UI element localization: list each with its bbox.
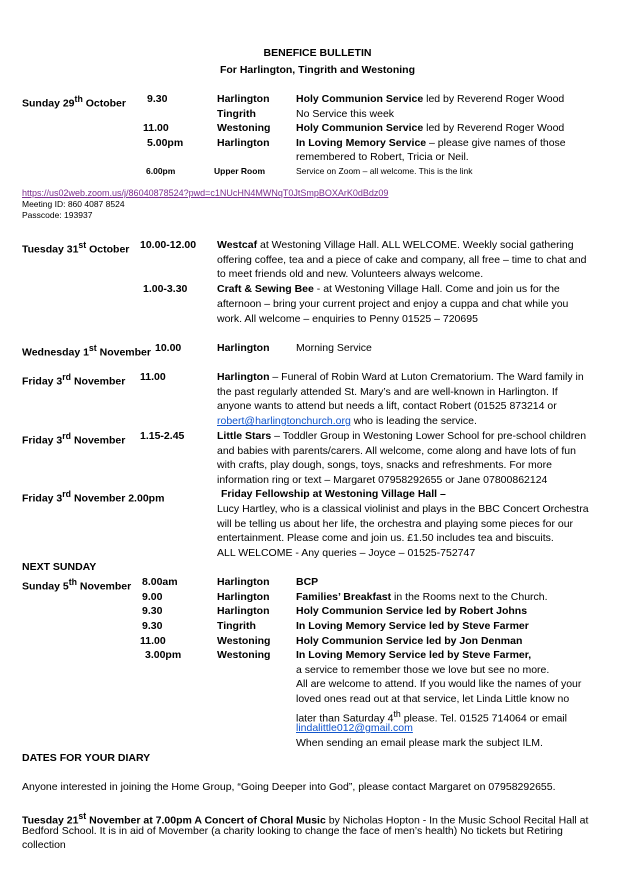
friday3a-date: Friday 3rd November — [22, 372, 126, 388]
ilm-line-2: All are welcome to attend. If you would like the names of your — [296, 678, 582, 690]
ilm-line-1: a service to remember those we love but see no more. — [296, 664, 550, 676]
westcaf-line-1: Westcaf at Westoning Village Hall. ALL WELCOME. Weekly social gathering — [217, 239, 574, 251]
sunday29-place-1: Harlington — [217, 93, 270, 105]
meeting-id: Meeting ID: 860 4087 8524 — [22, 199, 125, 209]
littlestars-line-1: Little Stars – Toddler Group in Westoning Lower School for pre-school children — [217, 430, 587, 442]
next-sunday-heading: NEXT SUNDAY — [22, 561, 97, 573]
sunday5-time-2: 9.00 — [142, 591, 163, 603]
bulletin-subtitle: For Harlington, Tingrith and Westoning — [219, 64, 415, 76]
bulletin-title: BENEFICE BULLETIN — [263, 47, 372, 59]
friday3b-time: 1.15-2.45 — [140, 430, 185, 442]
concert-line-3: collection — [22, 839, 66, 851]
sunday29-date: Sunday 29th October — [22, 94, 126, 110]
wednesday1-date: Wednesday 1st November — [22, 343, 151, 359]
sunday5-place-5: Westoning — [217, 635, 271, 647]
tuesday31-date: Tuesday 31st October — [22, 240, 130, 256]
sunday29-desc-4: In Loving Memory Service – please give names of those — [296, 137, 566, 149]
sunday5-place-2: Harlington — [217, 591, 270, 603]
zoom-link[interactable]: https://us02web.zoom.us/j/86040878524?pwd=c1NUcHN4MWNqT0JtSmpBOXArK0dBdz09 — [22, 188, 389, 198]
sunday5-time-3: 9.30 — [142, 605, 163, 617]
sunday29-place-6: Upper Room — [214, 166, 265, 176]
sunday5-time-4: 9.30 — [142, 620, 163, 632]
westcaf-line-3: to meet friends old and new. Volunteers always welcome. — [217, 268, 484, 280]
sunday29-desc-1: Holy Communion Service led by Reverend Roger Wood — [296, 93, 565, 105]
fellowship-line-2: will be telling us about her life, the orchestra and playing some pieces for our — [217, 518, 574, 530]
sunday29-place-2: Tingrith — [217, 108, 256, 120]
ilm-line-4: later than Saturday 4th please. Tel. 01525 714064 or email — [296, 709, 567, 725]
littlestars-line-2: and babies with parents/carers. All welcome, come along and have lots of fun — [217, 445, 576, 457]
sunday29-time-1: 9.30 — [147, 93, 168, 105]
craft-line-2: afternoon – bring your current project and enjoy a cuppa and chat while you — [217, 298, 569, 310]
sunday5-time-5: 11.00 — [140, 635, 166, 647]
funeral-line-3: anyone wants to attend but needs a lift, contact Robert (01525 873214 or — [217, 400, 557, 412]
sunday5-date: Sunday 5th November — [22, 577, 132, 593]
sunday5-desc-1: BCP — [296, 576, 319, 588]
concert-line-2: Bedford School. It is in aid of Movember (a charity looking to change the face of men’s health) No tickets but Retiring — [22, 825, 563, 837]
tuesday31-time-2: 1.00-3.30 — [143, 283, 188, 295]
craft-line-1: Craft & Sewing Bee - at Westoning Village Hall. Come and join us for the — [217, 283, 560, 295]
sunday5-time-6: 3.00pm — [145, 649, 182, 661]
diary-heading: DATES FOR YOUR DIARY — [22, 752, 151, 764]
sunday29-desc-3: Holy Communion Service led by Reverend Roger Wood — [296, 122, 565, 134]
wednesday1-time: 10.00 — [155, 342, 182, 354]
friday3c-date: Friday 3rd November 2.00pm — [22, 489, 165, 505]
sunday29-time-3: 11.00 — [143, 122, 169, 134]
linda-email-link[interactable]: lindalittle012@gmail.com — [296, 722, 413, 734]
concert-line-1: Tuesday 21st November at 7.00pm A Concert of Choral Music by Nicholas Hopton - In the Music School Recital Hall at — [22, 811, 589, 827]
sunday5-desc-2: Families’ Breakfast in the Rooms next to the Church. — [296, 591, 548, 603]
craft-line-3: work. All welcome – enquiries to Penny 01525 – 720695 — [217, 313, 478, 325]
wednesday1-desc: Morning Service — [296, 342, 372, 354]
sunday5-desc-6: In Loving Memory Service led by Steve Farmer, — [296, 649, 532, 661]
funeral-line-2: the past regularly attended St. Mary’s and are well-known in Harlington. If — [217, 386, 558, 398]
sunday29-time-4: 5.00pm — [147, 137, 184, 149]
littlestars-line-4: information ring or text – Margaret 07958292655 or Jane 07800862124 — [217, 474, 548, 486]
sunday29-desc-2: No Service this week — [296, 108, 395, 120]
westcaf-line-2: offering coffee, tea and a piece of cake and company, all free – time to chat and — [217, 254, 587, 266]
home-group-text: Anyone interested in joining the Home Group, “Going Deeper into God”, please contact Margaret on 07958292655. — [22, 781, 556, 793]
funeral-email-link[interactable]: robert@harlingtonchurch.org — [217, 415, 351, 427]
sunday5-desc-5: Holy Communion Service led by Jon Denman — [296, 635, 523, 647]
tuesday31-time-1: 10.00-12.00 — [140, 239, 197, 251]
fellowship-line-4: ALL WELCOME - Any queries – Joyce – 01525-752747 — [217, 547, 476, 559]
sunday29-desc-6: Service on Zoom – all welcome. This is the link — [296, 166, 473, 176]
sunday5-place-3: Harlington — [217, 605, 270, 617]
sunday5-place-6: Westoning — [217, 649, 271, 661]
littlestars-line-3: with crafts, play dough, songs, toys, snacks and refreshments. For more — [217, 459, 552, 471]
sunday29-time-6: 6.00pm — [146, 166, 176, 176]
fellowship-line-3: entertainment. Please come and join us. £1.50 includes tea and biscuits. — [217, 532, 554, 544]
friday3a-time: 11.00 — [140, 371, 166, 383]
wednesday1-place: Harlington — [217, 342, 270, 354]
ilm-line-3: loved ones read out at that service, let Linda Little know no — [296, 693, 570, 705]
fellowship-title: Friday Fellowship at Westoning Village Hall – — [221, 488, 446, 500]
sunday5-time-1: 8.00am — [142, 576, 178, 588]
sunday5-desc-3: Holy Communion Service led by Robert Johns — [296, 605, 528, 617]
sunday29-place-3: Westoning — [217, 122, 271, 134]
sunday29-desc-5: remembered to Robert, Tricia or Neil. — [296, 151, 469, 163]
funeral-line-1: Harlington – Funeral of Robin Ward at Luton Crematorium. The Ward family in — [217, 371, 584, 383]
sunday5-place-4: Tingrith — [217, 620, 256, 632]
funeral-line-4: robert@harlingtonchurch.org who is leading the service. — [217, 415, 477, 427]
friday3b-date: Friday 3rd November — [22, 431, 126, 447]
ilm-line-final: When sending an email please mark the subject ILM. — [296, 737, 543, 749]
passcode: Passcode: 193937 — [22, 210, 93, 220]
fellowship-line-1: Lucy Hartley, who is a classical violinist and plays in the BBC Concert Orchestra — [217, 503, 589, 515]
sunday5-desc-4: In Loving Memory Service led by Steve Farmer — [296, 620, 529, 632]
sunday5-place-1: Harlington — [217, 576, 270, 588]
sunday29-place-4: Harlington — [217, 137, 270, 149]
